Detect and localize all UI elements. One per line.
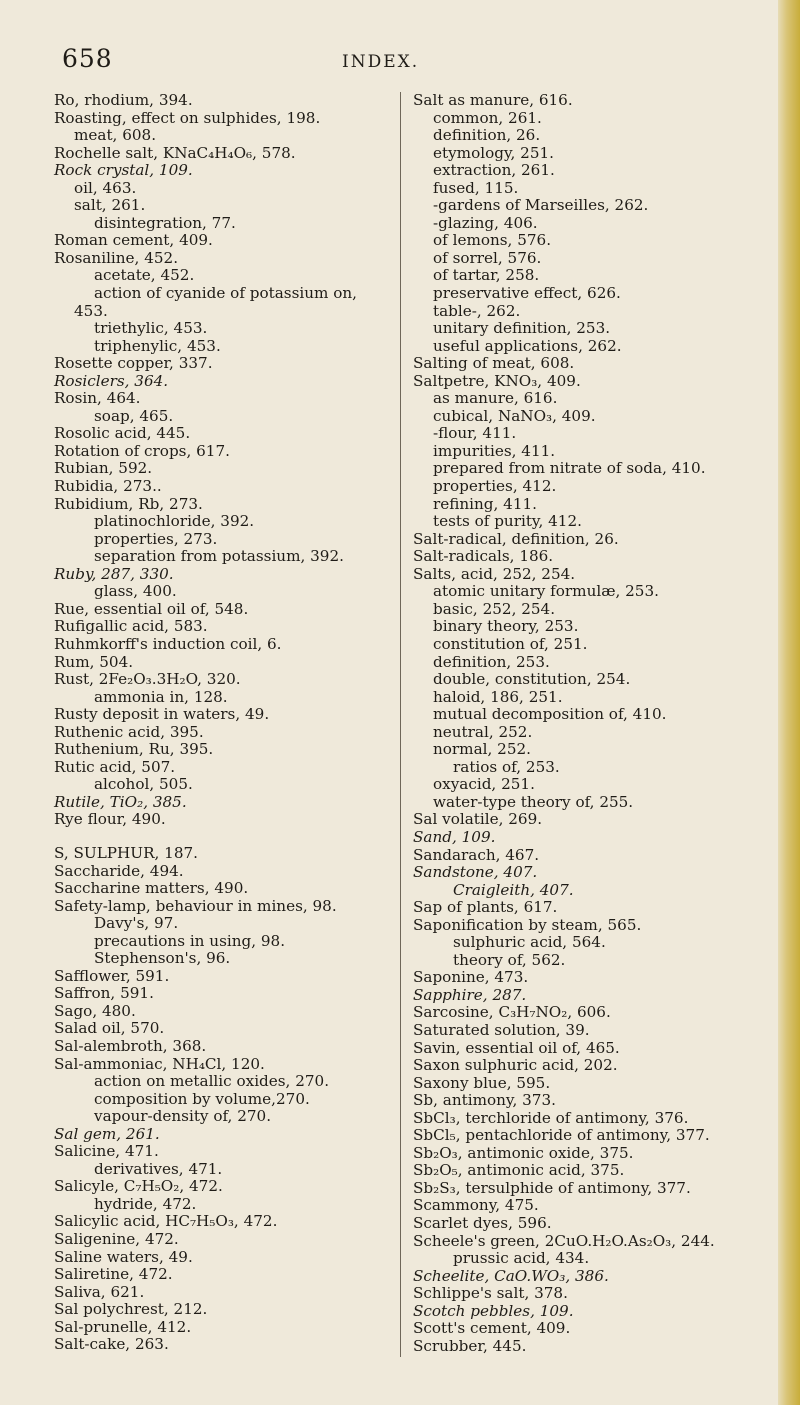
index-entry: Ruby, 287, 330. — [54, 564, 174, 583]
index-entry: Rosolic acid, 445. — [54, 424, 191, 443]
index-entry: Saxon sulphuric acid, 202. — [413, 1056, 618, 1075]
index-subentry: derivatives, 471. — [94, 1159, 223, 1178]
index-subentry: meat, 608. — [74, 126, 157, 145]
index-entry: Salt as manure, 616. — [413, 91, 573, 109]
index-subentry: theory of, 562. — [453, 950, 566, 969]
index-entry: Saturated solution, 39. — [413, 1020, 590, 1039]
right-column — [413, 92, 773, 1355]
index-entry: Salt-radical, definition, 26. — [413, 529, 619, 548]
index-entry: Rosette copper, 337. — [54, 354, 213, 373]
index-subentry: platinochloride, 392. — [94, 512, 255, 531]
index-subentry: salt, 261. — [74, 196, 146, 215]
index-subentry: constitution of, 251. — [433, 634, 588, 653]
index-subentry: impurities, 411. — [433, 441, 556, 460]
index-entry: Sb, antimony, 373. — [413, 1091, 556, 1110]
index-subentry: prepared from nitrate of soda, 410. — [433, 459, 706, 478]
section-gap — [54, 829, 390, 845]
index-entry: SbCl₅, pentachloride of antimony, 377. — [413, 1126, 710, 1145]
index-entry: Rust, 2Fe₂O₃.3H₂O, 320. — [54, 670, 241, 689]
index-entry: Savin, essential oil of, 465. — [413, 1038, 620, 1057]
index-entry: Scammony, 475. — [413, 1196, 539, 1215]
index-entry: Ruthenium, Ru, 395. — [54, 740, 214, 759]
index-entry: Scarlet dyes, 596. — [413, 1214, 552, 1232]
index-subentry: tests of purity, 412. — [433, 512, 582, 531]
index-entry: Rufigallic acid, 583. — [54, 617, 208, 636]
index-entry: Sand, 109. — [413, 827, 496, 846]
index-subentry: glass, 400. — [94, 582, 177, 601]
index-entry: Rock crystal, 109. — [54, 161, 193, 180]
index-entry: Scheele's green, 2CuO.H₂O.As₂O₃, 244. — [413, 1231, 715, 1250]
index-subentry: fused, 115. — [433, 178, 519, 197]
page-header: INDEX. — [342, 52, 420, 72]
index-entry: Sal-ammoniac, NH₄Cl, 120. — [54, 1054, 265, 1073]
index-entry: Rubidium, Rb, 273. — [54, 494, 203, 513]
index-subentry: precautions in using, 98. — [94, 931, 286, 950]
index-subentry: soap, 465. — [94, 406, 174, 425]
index-subentry: acetate, 452. — [94, 266, 195, 285]
index-subentry: binary theory, 253. — [433, 617, 579, 636]
index-subentry: vapour-density of, 270. — [94, 1107, 272, 1126]
page-edge — [778, 0, 800, 1405]
index-entry: Saline waters, 49. — [54, 1247, 193, 1266]
index-subentry: triphenylic, 453. — [94, 336, 221, 355]
index-entry: Saliretine, 472. — [54, 1265, 173, 1284]
index-entry: Sal-alembroth, 368. — [54, 1036, 207, 1055]
index-entry: Salicylic acid, HC₇H₅O₃, 472. — [54, 1212, 278, 1231]
index-entry: Rubian, 592. — [54, 459, 153, 478]
index-entry: Salad oil, 570. — [54, 1019, 165, 1038]
index-entry: Salts, acid, 252, 254. — [413, 564, 576, 583]
index-subentry: normal, 252. — [433, 740, 531, 759]
index-entry: Saccharide, 494. — [54, 861, 184, 880]
index-entry: Rusty deposit in waters, 49. — [54, 705, 270, 724]
index-entry: Salt-cake, 263. — [54, 1335, 169, 1354]
index-entry: Saponine, 473. — [413, 968, 529, 987]
index-entry: Rosiclers, 364. — [54, 371, 169, 390]
index-subentry: of tartar, 258. — [433, 266, 540, 285]
index-entry: Rue, essential oil of, 548. — [54, 599, 249, 618]
index-entry: Scott's cement, 409. — [413, 1319, 571, 1338]
index-subentry: Stephenson's, 96. — [94, 949, 231, 968]
index-entry: S, SULPHUR, 187. — [54, 843, 198, 862]
index-entry: Saliva, 621. — [54, 1282, 145, 1301]
index-entry: Rubidia, 273.. — [54, 477, 162, 496]
index-entry: Rochelle salt, KNaC₄H₄O₆, 578. — [54, 143, 296, 162]
page-number: 658 — [62, 44, 113, 73]
index-entry: Sal-prunelle, 412. — [54, 1317, 192, 1336]
column-divider — [400, 92, 401, 1357]
index-subentry: -flour, 411. — [433, 424, 517, 443]
index-entry: Safety-lamp, behaviour in mines, 98. — [54, 896, 337, 915]
index-entry: Rutile, TiO₂, 385. — [54, 792, 187, 811]
index-subentry: table-, 262. — [433, 301, 521, 320]
index-entry: Rotation of crops, 617. — [54, 441, 230, 460]
index-entry: Sal gem, 261. — [54, 1124, 160, 1143]
index-subentry: -gardens of Marseilles, 262. — [433, 196, 649, 215]
index-subentry: hydride, 472. — [94, 1194, 197, 1213]
index-subentry: as manure, 616. — [433, 389, 558, 408]
index-subentry: Davy's, 97. — [94, 914, 179, 933]
index-entry: Saltpetre, KNO₃, 409. — [413, 371, 581, 390]
index-entry: Sal volatile, 269. — [413, 810, 543, 829]
index-entry: Saxony blue, 595. — [413, 1073, 551, 1092]
index-entry: Ruthenic acid, 395. — [54, 722, 204, 741]
index-entry: Scheelite, CaO.WO₃, 386. — [413, 1266, 609, 1285]
index-entry: Saccharine matters, 490. — [54, 879, 249, 898]
index-subentry: disintegration, 77. — [94, 213, 236, 232]
index-subentry: basic, 252, 254. — [433, 599, 556, 618]
index-subentry: separation from potassium, 392. — [94, 547, 344, 566]
index-entry: Sarcosine, C₃H₇NO₂, 606. — [413, 1003, 611, 1022]
index-entry: Rye flour, 490. — [54, 810, 166, 829]
index-subentry: oxyacid, 251. — [433, 775, 535, 794]
index-subentry: etymology, 251. — [433, 143, 554, 162]
index-entry: Schlippe's salt, 378. — [413, 1284, 568, 1303]
index-subentry: extraction, 261. — [433, 161, 555, 180]
index-subentry: ratios of, 253. — [453, 757, 560, 776]
index-subentry: action of cyanide of potassium on, — [94, 284, 358, 303]
index-entry: Roasting, effect on sulphides, 198. — [54, 108, 321, 127]
index-entry: Rosin, 464. — [54, 389, 141, 408]
index-subentry: common, 261. — [433, 108, 542, 127]
index-entry: Sapphire, 287. — [413, 985, 527, 1004]
index-subentry: refining, 411. — [433, 494, 537, 513]
index-subentry: ammonia in, 128. — [94, 687, 228, 706]
index-subentry: properties, 412. — [433, 477, 557, 496]
index-subentry: cubical, NaNO₃, 409. — [433, 406, 596, 425]
index-subentry: neutral, 252. — [433, 722, 533, 741]
index-subentry: atomic unitary formulæ, 253. — [433, 582, 659, 601]
index-entry: Salting of meat, 608. — [413, 354, 575, 373]
index-subentry: haloid, 186, 251. — [433, 687, 563, 706]
index-entry: Saponification by steam, 565. — [413, 915, 642, 934]
index-subentry: of sorrel, 576. — [433, 248, 542, 267]
index-subentry: -glazing, 406. — [433, 213, 538, 232]
index-entry: Salicyle, C₇H₅O₂, 472. — [54, 1177, 223, 1196]
index-subentry: properties, 273. — [94, 529, 218, 548]
index-subentry: oil, 463. — [74, 178, 137, 197]
index-entry: Saffron, 591. — [54, 984, 154, 1003]
index-subentry: definition, 26. — [433, 126, 541, 145]
index-entry: Rum, 504. — [54, 652, 134, 671]
index-entry: Rutic acid, 507. — [54, 757, 176, 776]
index-subentry: alcohol, 505. — [94, 775, 193, 794]
index-entry: Scotch pebbles, 109. — [413, 1301, 574, 1320]
index-entry: Salicine, 471. — [54, 1142, 159, 1161]
index-subentry: action on metallic oxides, 270. — [94, 1072, 330, 1091]
index-subentry: 453. — [74, 301, 108, 320]
index-entry: Sap of plants, 617. — [413, 898, 558, 917]
index-subentry: definition, 253. — [433, 652, 550, 671]
index-subentry: double, constitution, 254. — [433, 670, 631, 689]
index-entry: Safflower, 591. — [54, 966, 170, 985]
index-subentry: triethylic, 453. — [94, 319, 208, 338]
index-entry: SbCl₃, terchloride of antimony, 376. — [413, 1108, 689, 1127]
index-subentry: mutual decomposition of, 410. — [433, 705, 667, 724]
index-entry: Sandstone, 407. — [413, 863, 538, 882]
index-subentry: preservative effect, 626. — [433, 284, 621, 303]
index-subentry: unitary definition, 253. — [433, 319, 611, 338]
index-subentry: prussic acid, 434. — [453, 1249, 590, 1268]
index-entry: Sb₂S₃, tersulphide of antimony, 377. — [413, 1178, 691, 1197]
index-subentry: sulphuric acid, 564. — [453, 933, 606, 952]
index-entry: Sago, 480. — [54, 1001, 136, 1020]
index-subentry: water-type theory of, 255. — [433, 792, 634, 811]
index-entry: Saligenine, 472. — [54, 1230, 179, 1248]
index-entry: Salt-radicals, 186. — [413, 547, 554, 566]
index-entry: Sandarach, 467. — [413, 845, 540, 864]
index-entry: Sb₂O₃, antimonic oxide, 375. — [413, 1143, 634, 1162]
left-column — [54, 92, 390, 1354]
index-subentry: of lemons, 576. — [433, 231, 552, 250]
index-entry: Rosaniline, 452. — [54, 248, 179, 267]
index-subentry: Craigleith, 407. — [453, 880, 574, 899]
index-subentry: useful applications, 262. — [433, 336, 622, 355]
index-entry: Ro, rhodium, 394. — [54, 91, 193, 109]
index-entry: Sal polychrest, 212. — [54, 1300, 208, 1319]
index-entry: Ruhmkorff's induction coil, 6. — [54, 634, 282, 653]
index-subentry: composition by volume,270. — [94, 1089, 310, 1108]
index-entry: Sb₂O₅, antimonic acid, 375. — [413, 1161, 625, 1180]
index-entry: Scrubber, 445. — [413, 1336, 527, 1355]
index-entry: Roman cement, 409. — [54, 231, 213, 250]
